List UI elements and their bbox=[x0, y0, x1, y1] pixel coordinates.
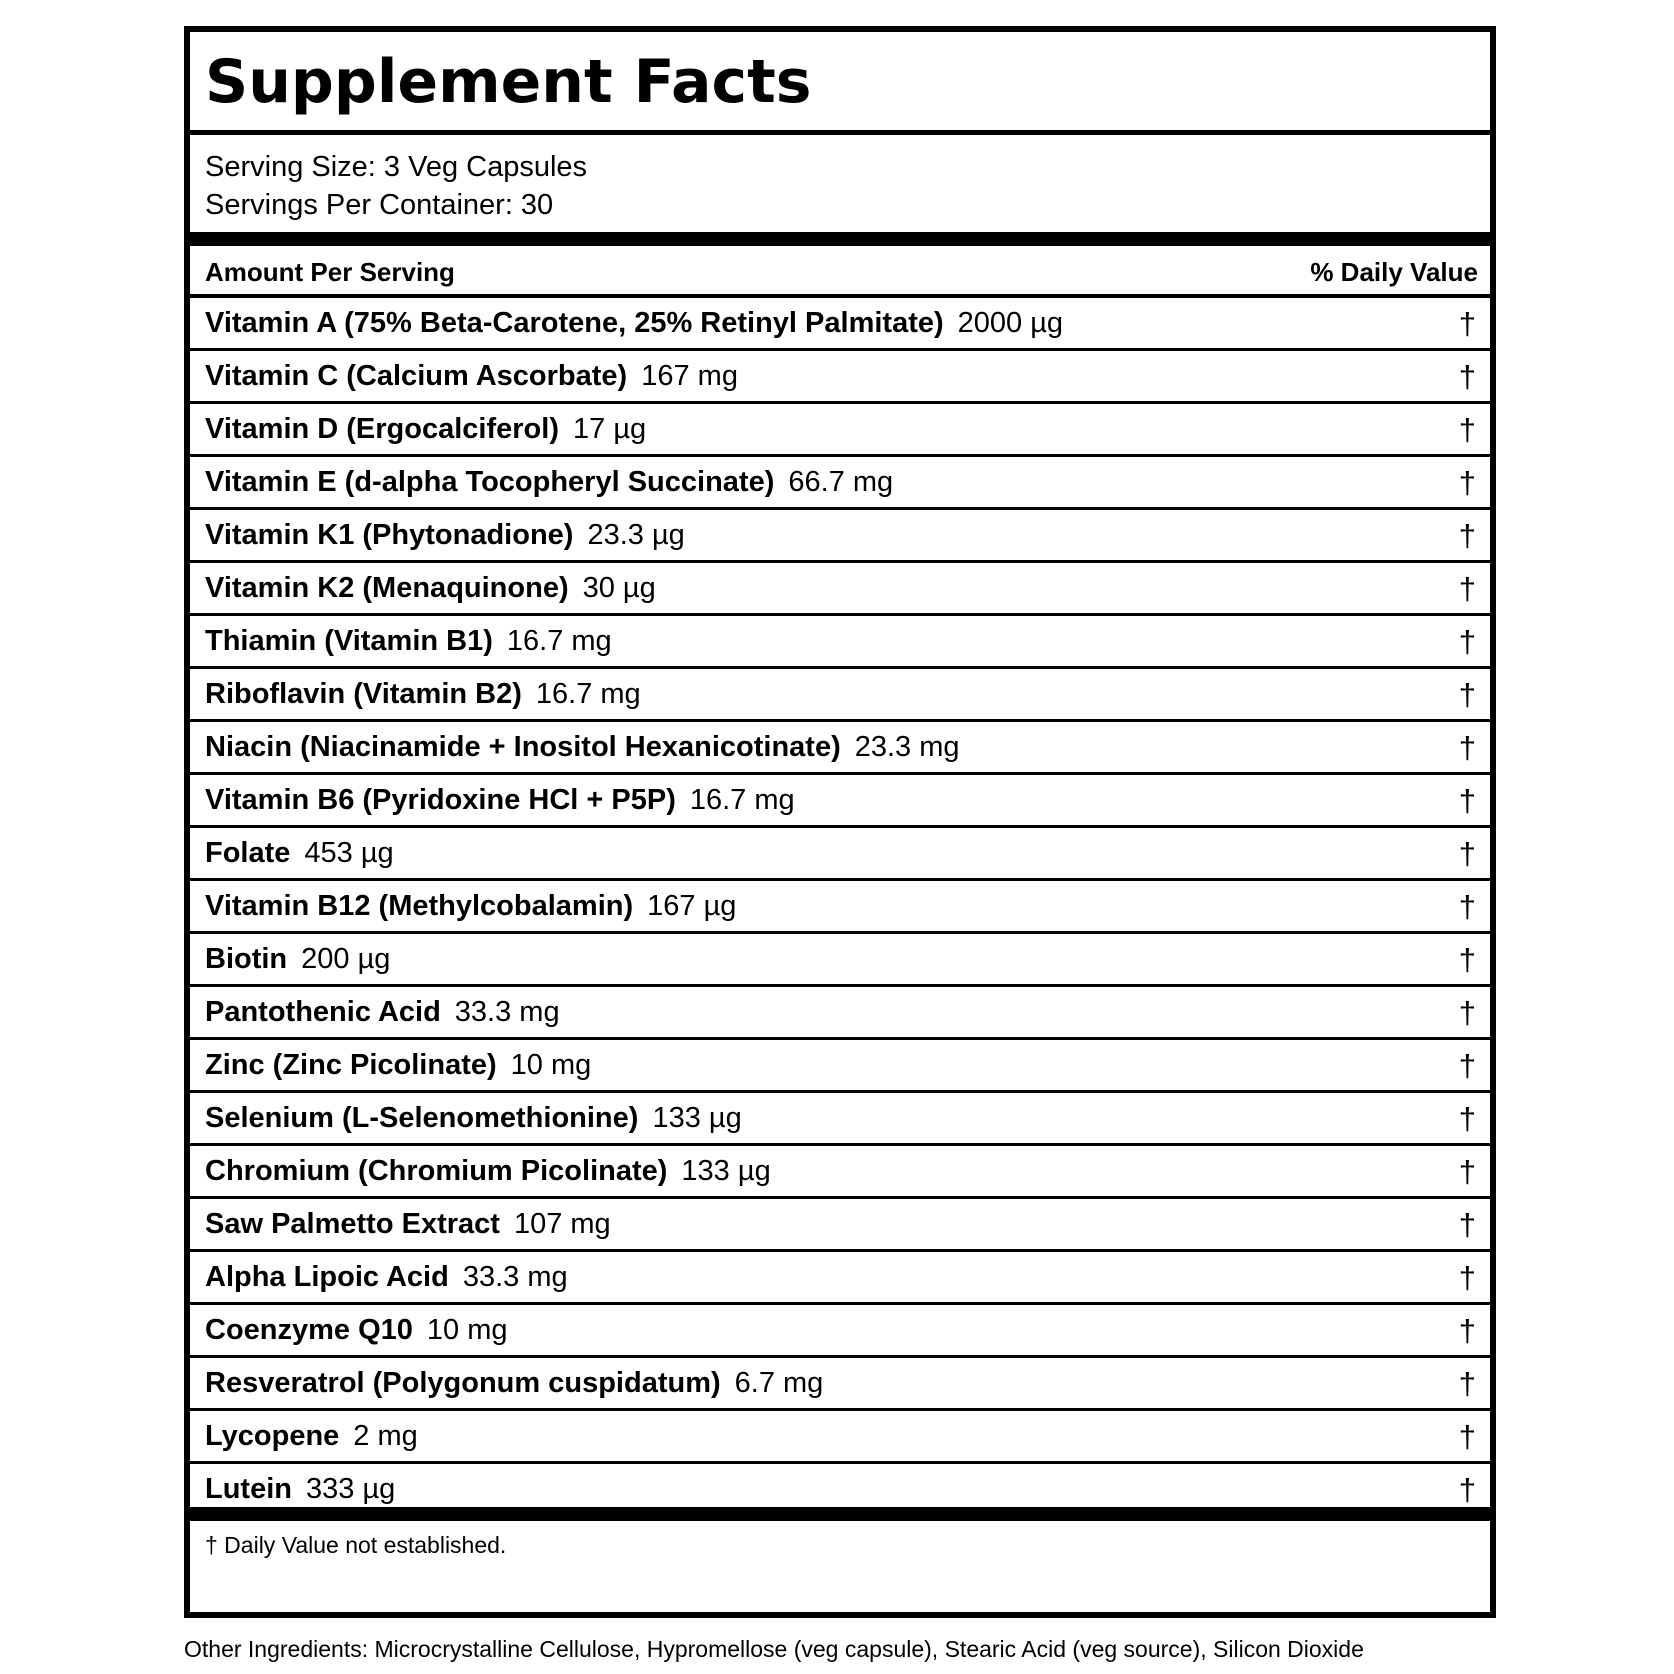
daily-value-dagger: † bbox=[1458, 783, 1476, 818]
table-row bbox=[190, 1040, 1490, 1093]
ingredient-amount: 16.7 mg bbox=[689, 784, 795, 816]
daily-value-dagger: † bbox=[1458, 412, 1476, 447]
ingredient-cell bbox=[205, 1473, 395, 1506]
ingredient-cell bbox=[205, 413, 646, 446]
ingredient-name: Saw Palmetto Extract bbox=[205, 1208, 500, 1240]
daily-value-dagger: † bbox=[1458, 465, 1476, 500]
ingredient-amount: 6.7 mg bbox=[734, 1367, 824, 1399]
ingredient-name: Folate bbox=[205, 837, 291, 869]
ingredient-name: Vitamin K2 (Menaquinone) bbox=[205, 572, 569, 604]
table-row bbox=[190, 1411, 1490, 1464]
ingredient-name: Lutein bbox=[205, 1473, 292, 1505]
ingredient-name: Coenzyme Q10 bbox=[205, 1314, 413, 1346]
ingredient-cell bbox=[205, 625, 612, 658]
ingredient-amount: 66.7 mg bbox=[788, 466, 894, 498]
daily-value-dagger: † bbox=[1458, 677, 1476, 712]
ingredient-name: Vitamin E (d-alpha Tocopheryl Succinate) bbox=[205, 466, 775, 498]
table-row bbox=[190, 775, 1490, 828]
ingredient-cell bbox=[205, 784, 795, 817]
table-row bbox=[190, 1146, 1490, 1199]
table-row bbox=[190, 1252, 1490, 1305]
ingredient-cell bbox=[205, 1314, 508, 1347]
daily-value-dagger: † bbox=[1458, 730, 1476, 765]
daily-value-dagger: † bbox=[1458, 1048, 1476, 1083]
table-row bbox=[190, 1093, 1490, 1146]
table-row bbox=[190, 934, 1490, 987]
table-row bbox=[190, 1199, 1490, 1252]
ingredient-cell bbox=[205, 360, 738, 393]
ingredient-amount: 333 µg bbox=[306, 1473, 396, 1505]
ingredient-cell bbox=[205, 1155, 771, 1188]
ingredient-cell bbox=[205, 466, 893, 499]
table-row bbox=[190, 351, 1490, 404]
ingredient-name: Chromium (Chromium Picolinate) bbox=[205, 1155, 668, 1187]
ingredient-name: Thiamin (Vitamin B1) bbox=[205, 625, 493, 657]
ingredient-amount: 30 µg bbox=[582, 572, 656, 604]
ingredient-amount: 133 µg bbox=[652, 1102, 742, 1134]
ingredient-amount: 16.7 mg bbox=[535, 678, 641, 710]
ingredient-name: Vitamin A (75% Beta-Carotene, 25% Retinyl Palmitate) bbox=[205, 307, 944, 339]
daily-value-dagger: † bbox=[1458, 1472, 1476, 1507]
ingredient-name: Vitamin B6 (Pyridoxine HCl + P5P) bbox=[205, 784, 676, 816]
table-row bbox=[190, 828, 1490, 881]
ingredient-name: Lycopene bbox=[205, 1420, 340, 1452]
ingredient-cell bbox=[205, 1420, 418, 1453]
ingredient-cell bbox=[205, 519, 685, 552]
ingredient-name: Biotin bbox=[205, 943, 288, 975]
daily-value-dagger: † bbox=[1458, 836, 1476, 871]
footnote: † Daily Value not established. bbox=[205, 1532, 507, 1558]
ingredient-amount: 23.3 mg bbox=[854, 731, 960, 763]
table-row bbox=[190, 510, 1490, 563]
ingredient-cell bbox=[205, 943, 390, 976]
ingredient-amount: 10 mg bbox=[426, 1314, 508, 1346]
ingredient-name: Niacin (Niacinamide + Inositol Hexanicotinate) bbox=[205, 731, 841, 763]
ingredient-amount: 16.7 mg bbox=[506, 625, 612, 657]
daily-value-header: % Daily Value bbox=[1310, 257, 1478, 287]
daily-value-dagger: † bbox=[1458, 518, 1476, 553]
daily-value-dagger: † bbox=[1458, 995, 1476, 1030]
table-row bbox=[190, 881, 1490, 934]
daily-value-dagger: † bbox=[1458, 359, 1476, 394]
ingredient-amount: 107 mg bbox=[513, 1208, 611, 1240]
ingredient-amount: 17 µg bbox=[573, 413, 647, 445]
ingredient-name: Pantothenic Acid bbox=[205, 996, 441, 1028]
ingredient-name: Vitamin K1 (Phytonadione) bbox=[205, 519, 574, 551]
table-row bbox=[190, 457, 1490, 510]
divider-thick-bottom bbox=[190, 1507, 1490, 1521]
ingredient-amount: 2 mg bbox=[353, 1420, 418, 1452]
daily-value-dagger: † bbox=[1458, 942, 1476, 977]
table-row bbox=[190, 1305, 1490, 1358]
daily-value-dagger: † bbox=[1458, 1366, 1476, 1401]
table-row bbox=[190, 404, 1490, 457]
daily-value-dagger: † bbox=[1458, 1260, 1476, 1295]
ingredient-amount: 133 µg bbox=[681, 1155, 771, 1187]
serving-size: Serving Size: 3 Veg Capsules bbox=[205, 151, 588, 183]
ingredient-amount: 167 µg bbox=[647, 890, 737, 922]
table-row bbox=[190, 987, 1490, 1040]
ingredient-name: Vitamin C (Calcium Ascorbate) bbox=[205, 360, 628, 392]
servings-per-container: Servings Per Container: 30 bbox=[205, 189, 554, 221]
ingredient-name: Alpha Lipoic Acid bbox=[205, 1261, 449, 1293]
ingredient-name: Riboflavin (Vitamin B2) bbox=[205, 678, 522, 710]
ingredient-amount: 453 µg bbox=[304, 837, 394, 869]
ingredient-cell bbox=[205, 996, 560, 1029]
daily-value-dagger: † bbox=[1458, 306, 1476, 341]
daily-value-dagger: † bbox=[1458, 1101, 1476, 1136]
ingredient-name: Zinc (Zinc Picolinate) bbox=[205, 1049, 497, 1081]
ingredient-cell bbox=[205, 1049, 591, 1082]
table-row bbox=[190, 298, 1490, 351]
ingredient-cell bbox=[205, 890, 736, 923]
ingredient-name: Vitamin D (Ergocalciferol) bbox=[205, 413, 559, 445]
ingredient-amount: 10 mg bbox=[510, 1049, 592, 1081]
table-header bbox=[190, 248, 1490, 298]
serving-info bbox=[205, 148, 587, 224]
daily-value-dagger: † bbox=[1458, 889, 1476, 924]
ingredient-cell bbox=[205, 1367, 823, 1400]
ingredient-name: Selenium (L-Selenomethionine) bbox=[205, 1102, 639, 1134]
page-title: Supplement Facts bbox=[205, 47, 812, 117]
daily-value-dagger: † bbox=[1458, 1313, 1476, 1348]
divider-thick-top bbox=[190, 232, 1490, 246]
ingredient-cell bbox=[205, 572, 656, 605]
ingredient-cell bbox=[205, 731, 960, 764]
ingredient-amount: 2000 µg bbox=[957, 307, 1064, 339]
daily-value-dagger: † bbox=[1458, 1154, 1476, 1189]
daily-value-dagger: † bbox=[1458, 1419, 1476, 1454]
table-row bbox=[190, 1358, 1490, 1411]
daily-value-dagger: † bbox=[1458, 1207, 1476, 1242]
ingredient-name: Vitamin B12 (Methylcobalamin) bbox=[205, 890, 634, 922]
ingredient-list bbox=[190, 298, 1490, 1517]
ingredient-amount: 200 µg bbox=[301, 943, 391, 975]
ingredient-cell bbox=[205, 307, 1063, 340]
table-row bbox=[190, 669, 1490, 722]
other-ingredients: Other Ingredients: Microcrystalline Cellulose, Hypromellose (veg capsule), Stearic Acid (veg source), Silicon Dioxide bbox=[184, 1636, 1364, 1662]
ingredient-cell bbox=[205, 837, 394, 870]
title-row bbox=[190, 32, 1490, 135]
ingredient-cell bbox=[205, 1261, 568, 1294]
ingredient-cell bbox=[205, 678, 641, 711]
supplement-facts-panel bbox=[184, 26, 1496, 1618]
daily-value-dagger: † bbox=[1458, 624, 1476, 659]
amount-per-serving-header: Amount Per Serving bbox=[205, 257, 455, 287]
table-row bbox=[190, 722, 1490, 775]
daily-value-dagger: † bbox=[1458, 571, 1476, 606]
ingredient-amount: 33.3 mg bbox=[454, 996, 560, 1028]
ingredient-amount: 23.3 µg bbox=[587, 519, 685, 551]
ingredient-amount: 33.3 mg bbox=[462, 1261, 568, 1293]
ingredient-cell bbox=[205, 1102, 742, 1135]
ingredient-cell bbox=[205, 1208, 611, 1241]
table-row bbox=[190, 616, 1490, 669]
table-row bbox=[190, 563, 1490, 616]
ingredient-amount: 167 mg bbox=[641, 360, 738, 392]
ingredient-name: Resveratrol (Polygonum cuspidatum) bbox=[205, 1367, 721, 1399]
